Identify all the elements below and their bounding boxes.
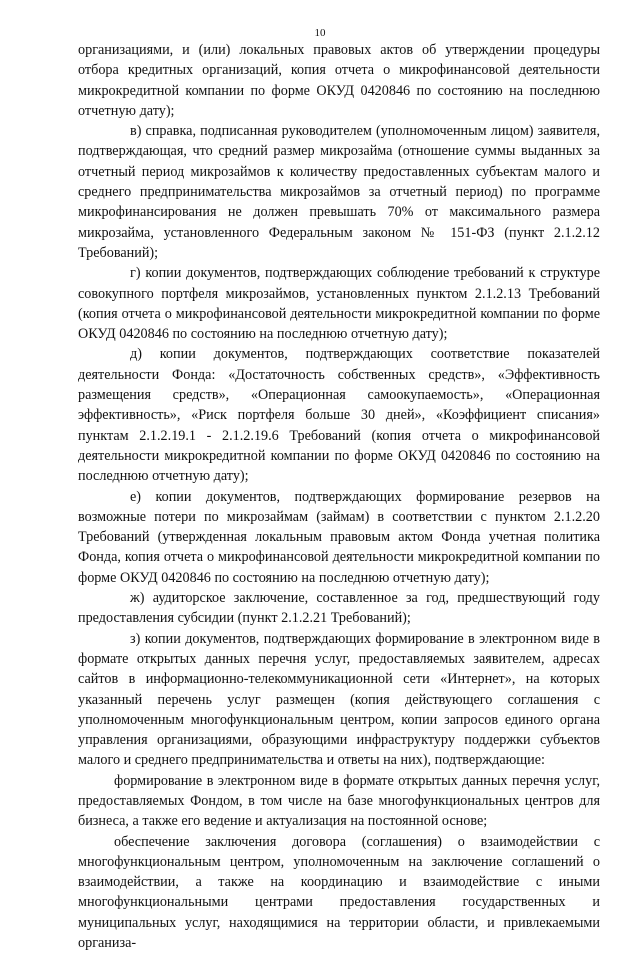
paragraph-item-z: з) копии документов, подтверждающих формирование в электронном виде в формате открытых данных перечня услуг, предоставляемых заявителем, адресах сайтов в информационно-телекоммуникационной сети «Интернет», на которых указанный перечень услуг размещен (копия действующего соглашения с уполномоченным многофункциональным центром, копии запросов единого органа управления организациями, образующими инфраструктуру поддержки субъектов малого и среднего предпринимательства и ответы на них), подтверждающие: xyxy=(78,630,600,769)
paragraph-item-zh: ж) аудиторское заключение, составленное за год, предшествующий году предоставления субсидии (пункт 2.1.2.21 Требований); xyxy=(78,590,600,627)
paragraph-sub-agreement: обеспечение заключения договора (соглашения) о взаимодействии с многофункциональным центром, уполномоченным на заключение соглашений о взаимодействии, а также на координацию и взаимодействие с иными многофункциональными центрами предоставления государственных и муниципальных услуг, находящимися на территории области, и привлекаемыми организа- xyxy=(78,833,600,952)
paragraph-item-e: е) копии документов, подтверждающих формирование резервов на возможные потери по микрозаймам (займам) в соответствии с пунктом 2.1.2.20 Требований (утвержденная локальным правовым актом Фонда учетная политика Фонда, копия отчета о микрофинансовой деятельности микрокредитной компании по форме ОКУД 0420846 по состоянию на последнюю отчетную дату); xyxy=(78,488,600,586)
page-body xyxy=(78,40,600,953)
paragraph-sub-formation: формирование в электронном виде в формате открытых данных перечня услуг, предоставляемых Фондом, в том числе на базе многофункциональных центров для бизнеса, а также его ведение и актуализация на постоянной основе; xyxy=(78,772,600,830)
page-number: 10 xyxy=(314,27,326,39)
paragraph-item-d: д) копии документов, подтверждающих соответствие показателей деятельности Фонда: «Достаточность собственных средств», «Эффективность размещения средств», «Операционная самоокупаемость», «Операционная эффективность», «Риск портфеля больше 30 дней», «Коэффициент списания» пунктам 2.1.2.19.1 - 2.1.2.19.6 Требований (копия отчета о микрофинансовой деятельности микрокредитной компании по форме ОКУД 0420846 по состоянию на последнюю отчетную дату); xyxy=(78,346,600,485)
paragraph-item-v: в) справка, подписанная руководителем (уполномоченным лицом) заявителя, подтверждающая, что средний размер микрозайма (отношение суммы выданных за отчетный период микрозаймов к количеству предоставленных субъектам малого и среднего предпринимательства микрозаймов за отчетный период) по программе микрофинансирования не должен превышать 70% от максимального размера микрозайма, установленного Федеральным законом № 151-ФЗ (пункт 2.1.2.12 Требований); xyxy=(78,123,600,261)
paragraph-continuation: организациями, и (или) локальных правовых актов об утверждении процедуры отбора кредитных организаций, копия отчета о микрофинансовой деятельности микрокредитной компании по форме ОКУД 0420846 по состоянию на последнюю отчетную дату); xyxy=(78,42,600,119)
paragraph-item-g: г) копии документов, подтверждающих соблюдение требований к структуре совокупного портфеля микрозаймов, установленных пунктом 2.1.2.13 Требований (копия отчета о микрофинансовой деятельности микрокредитной компании по форме ОКУД 0420846 по состоянию на последнюю отчетную дату); xyxy=(78,265,600,343)
